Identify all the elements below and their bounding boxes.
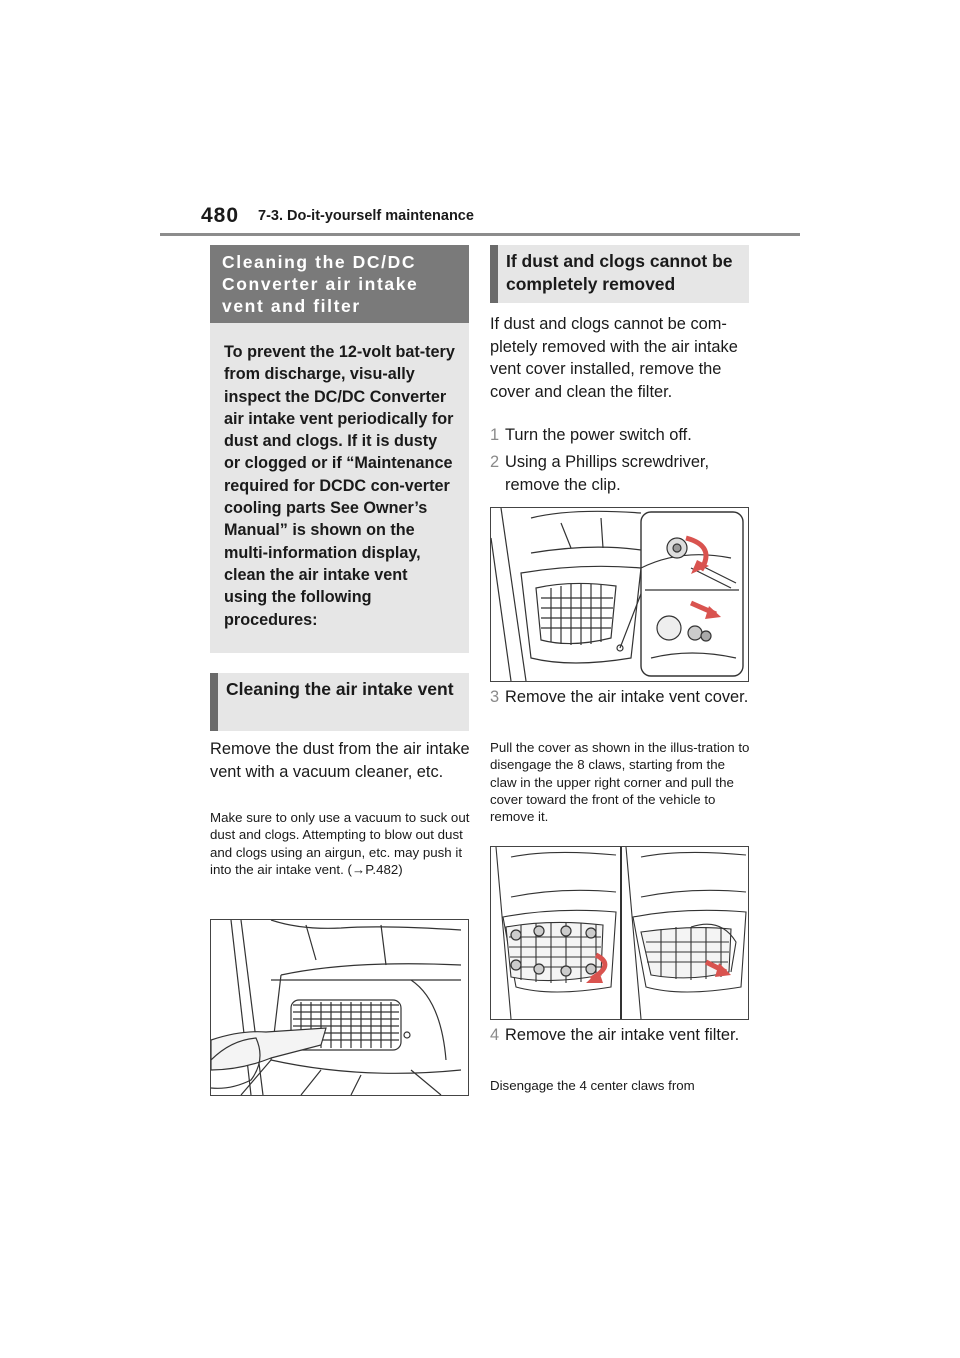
not-removed-body: If dust and clogs cannot be com-pletely removed with the air intake vent cover installed, remove the cover and clean the filter. bbox=[490, 315, 738, 401]
step-3-text: Remove the air intake vent cover. bbox=[505, 688, 749, 706]
note-page-ref: P.482) bbox=[365, 861, 403, 877]
step-2 bbox=[490, 451, 752, 499]
remove-clip-illustration bbox=[490, 507, 749, 682]
main-banner-text: Cleaning the DC/DC Converter air intake vent and filter bbox=[222, 252, 419, 316]
subheading-clean-vent-text: Cleaning the air intake vent bbox=[226, 679, 454, 699]
remove-cover-illustration bbox=[490, 846, 749, 1020]
step-3-note: Pull the cover as shown in the illus-tration to disengage the 8 claws, starting from the claw in the upper right corner and pull the cover toward the front of the vehicle to remove it. bbox=[490, 740, 750, 825]
step-4-text: Remove the air intake vent filter. bbox=[505, 1026, 740, 1044]
step-1-number: 1 bbox=[490, 426, 500, 444]
step-2-number: 2 bbox=[490, 453, 500, 471]
clean-vent-body: Remove the dust from the air intake vent with a vacuum cleaner, etc. bbox=[210, 740, 470, 781]
intro-text: To prevent the 12-volt bat-tery from discharge, visu-ally inspect the DC/DC Converter air intake vent periodically for dust and clogs. If it is dusty or clogged or if “Maintenance required for DCDC con-verter cooling parts See Owner’s Manual” is shown on the multi-information display, clean the air intake vent using the following procedures: bbox=[224, 343, 455, 629]
clean-vent-note bbox=[210, 809, 472, 878]
step-4 bbox=[490, 1024, 752, 1072]
vacuum-illustration bbox=[210, 919, 469, 1096]
step-3-number: 3 bbox=[490, 688, 500, 706]
vacuum-drawing bbox=[211, 920, 468, 1095]
step-4-number: 4 bbox=[490, 1026, 500, 1044]
note-text: Make sure to only use a vacuum to suck out dust and clogs. Attempting to blow out dust and clogs using an airgun, etc. may push it into the air intake vent. ( bbox=[210, 810, 470, 877]
header-rule bbox=[160, 233, 800, 236]
subheading-clean-vent bbox=[210, 673, 469, 731]
section-title: 7-3. Do-it-yourself maintenance bbox=[258, 208, 474, 224]
main-banner bbox=[210, 245, 469, 323]
subheading-not-removed-text: If dust and clogs cannot be completely removed bbox=[506, 251, 733, 294]
step-4-note: Disengage the 4 center claws from bbox=[490, 1078, 695, 1093]
intro-box bbox=[210, 323, 469, 653]
step-1-text: Turn the power switch off. bbox=[505, 426, 692, 444]
arrow-right-icon: → bbox=[351, 861, 366, 877]
subheading-not-removed bbox=[490, 245, 749, 303]
step-2-text: Using a Phillips screwdriver, remove the clip. bbox=[505, 453, 710, 494]
remove-clip-drawing bbox=[491, 508, 748, 681]
page-number: 480 bbox=[201, 204, 240, 227]
step-1 bbox=[490, 424, 752, 448]
step-3 bbox=[490, 686, 752, 734]
remove-cover-drawing bbox=[491, 847, 748, 1019]
